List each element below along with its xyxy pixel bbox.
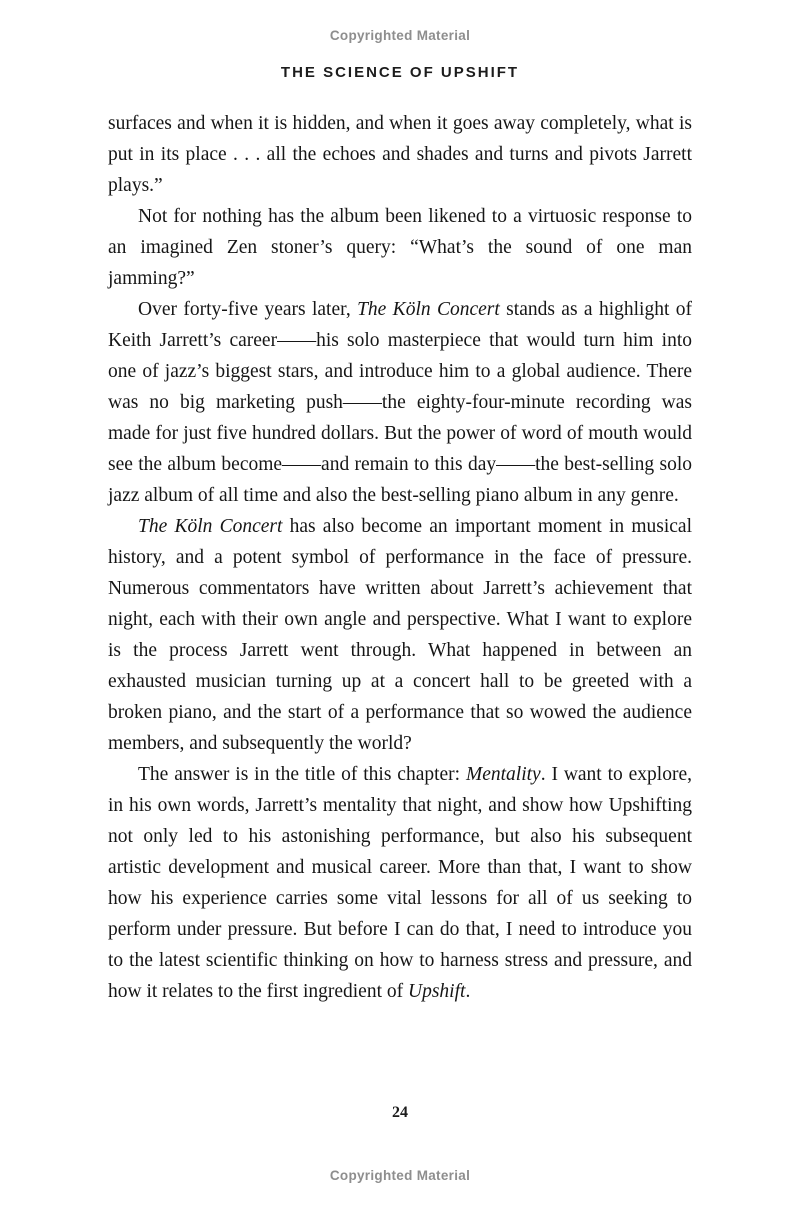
text-run: has also become an important moment in musical history, and a potent symbol of performance in the face of pressure. Numerous commentators have written about Jarrett’s achievement that night, each with their own angle and perspective. What I want to explore is the process Jarrett went through. What happened in between an exhausted musician turning up at a concert hall to be greeted with a broken piano, and the start of a performance that so wowed the audience members, and subsequently the world? <box>108 516 692 754</box>
text-run: . I want to explore, in his own words, Jarrett’s mentality that night, and show how Upshifting not only led to his astonishing performance, but also his subsequent artistic development and musical career. More than that, I want to show how his experience carries some vital lessons for all of us seeking to perform under pressure. But before I can do that, I need to introduce you to the latest scientific thinking on how to harness stress and pressure, and how it relates to the first ingredient of <box>108 764 692 1002</box>
italic-text-run: The Köln Concert <box>357 299 500 320</box>
text-run: . <box>465 981 471 1002</box>
italic-text-run: Mentality <box>465 764 541 785</box>
running-header: THE SCIENCE OF UPSHIFT <box>280 64 520 81</box>
text-run: surfaces and when it is hidden, and when it goes away completely, what is put in its place . . . all the echoes and shades and turns and pivots Jarrett plays.” <box>108 113 692 196</box>
text-run: stands as a highlight of Keith Jarrett’s career——his solo masterpiece that would turn him into one of jazz’s biggest stars, and introduce him to a global audience. There was no big marketing push——the eighty-four-minute recording was made for just five hundred dollars. But the power of word of mouth would see the album become——and remain to this day——the best-selling solo jazz album of all time and also the best-selling piano album in any genre. <box>108 299 692 506</box>
italic-text-run: Upshift <box>408 981 466 1002</box>
paragraph <box>108 201 692 294</box>
paragraph <box>108 108 692 201</box>
copyright-notice-bottom: Copyrighted Material <box>329 1168 471 1183</box>
paragraph <box>108 294 692 511</box>
text-run: The answer is in the title of this chapter: <box>138 764 466 785</box>
paragraph <box>108 511 692 759</box>
text-run: Over forty-five years later, <box>138 299 358 320</box>
page-number: 24 <box>392 1104 408 1121</box>
text-run: Not for nothing has the album been likened to a virtuosic response to an imagined Zen stoner’s query: “What’s the sound of one man jamming?” <box>108 206 692 289</box>
paragraph <box>108 759 692 1007</box>
body-text <box>108 108 692 1007</box>
copyright-notice-top: Copyrighted Material <box>329 28 471 43</box>
italic-text-run: The Köln Concert <box>138 516 283 537</box>
